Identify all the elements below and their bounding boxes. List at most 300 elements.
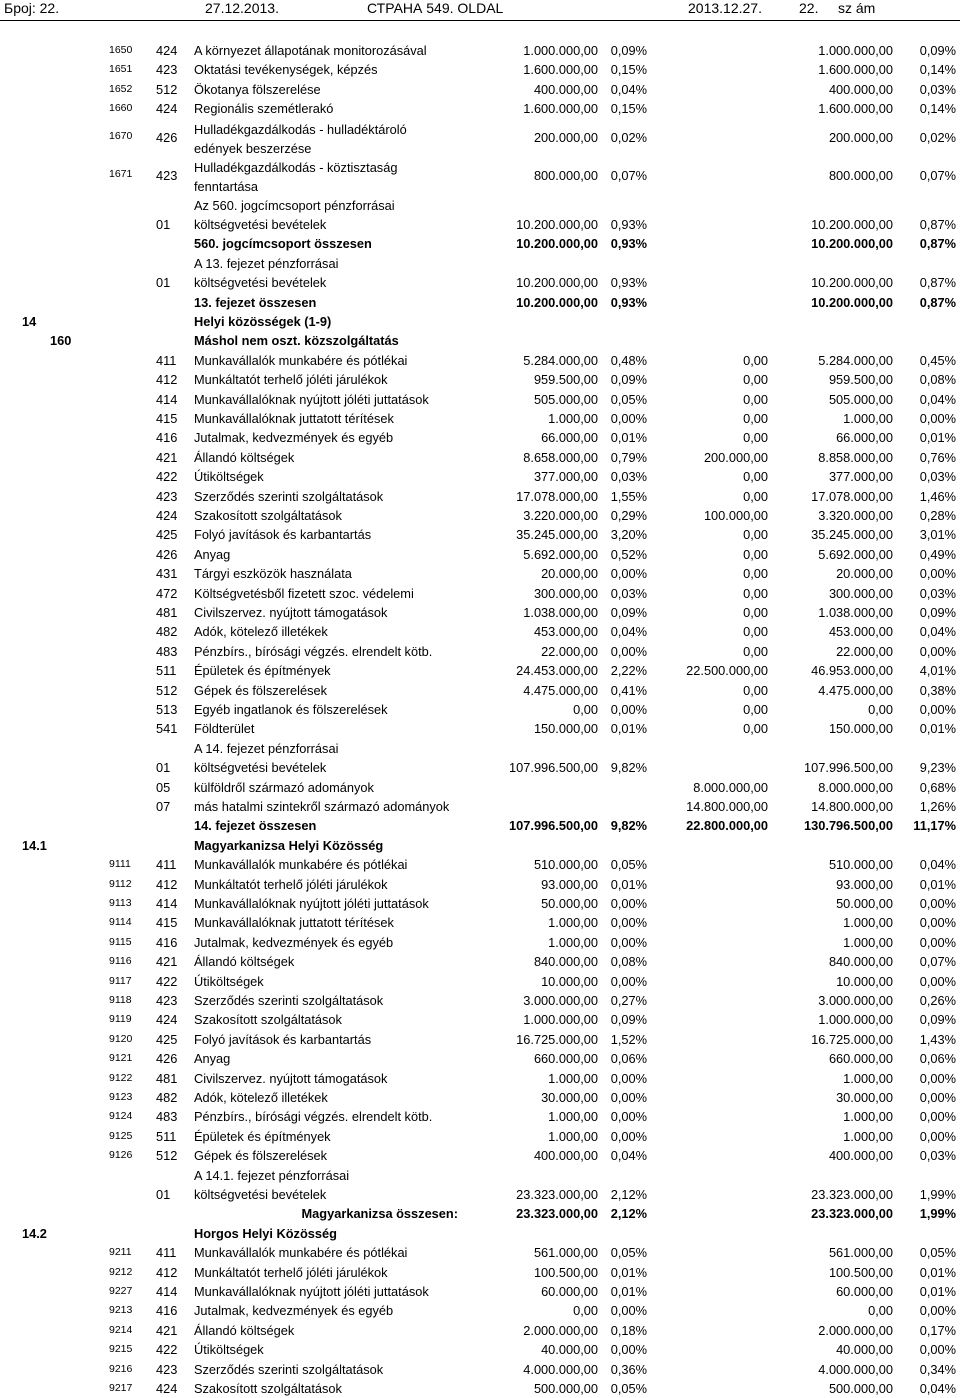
budget-amount: 1.000,00: [548, 934, 598, 950]
table-row: [0, 875, 960, 894]
total-percent: 0,05%: [919, 1245, 956, 1261]
item-description: Szerződés szerinti szolgáltatások: [194, 993, 384, 1008]
table-row: [0, 1282, 960, 1301]
total-percent: 0,00%: [919, 702, 956, 717]
account-code: 472: [156, 585, 178, 601]
table-row: [0, 584, 960, 603]
budget-percent: 0,00%: [610, 973, 647, 989]
table-row: [0, 254, 960, 273]
table-row: [0, 215, 960, 234]
item-description: külföldről származó adományok: [194, 779, 374, 795]
function-code: 160: [50, 333, 72, 349]
total-percent: 0,07%: [919, 168, 956, 184]
table-row: [0, 855, 960, 874]
budget-percent: 0,27%: [610, 993, 647, 1008]
budget-percent: 0,09%: [610, 605, 647, 620]
account-code: 424: [156, 101, 178, 117]
total-amount: 561.000,00: [828, 1245, 893, 1261]
account-code: 481: [156, 1070, 178, 1086]
budget-percent: 0,04%: [610, 624, 647, 640]
item-description: Épületek és építmények: [194, 663, 331, 679]
issue-date-hu: 2013.12.27.: [688, 0, 762, 16]
total-amount: 150.000,00: [828, 721, 893, 737]
budget-percent: 0,06%: [610, 1051, 647, 1067]
other-sources-amount: 0,00: [743, 702, 768, 717]
budget-percent: 0,18%: [610, 1322, 647, 1338]
total-percent: 0,09%: [919, 605, 956, 620]
table-row: [0, 700, 960, 719]
table-row: [0, 1301, 960, 1320]
budget-percent: 0,36%: [610, 1361, 647, 1377]
total-percent: 0,04%: [919, 857, 956, 873]
table-row: [0, 933, 960, 952]
table-row: [0, 739, 960, 758]
account-code: 422: [156, 469, 178, 485]
total-amount: 1.600.000,00: [818, 101, 893, 117]
total-amount: 2.000.000,00: [818, 1322, 893, 1338]
item-description: Munkáltatót terhelő jóléti járulékok: [194, 372, 388, 388]
item-description: Anyag: [194, 546, 231, 562]
budget-amount: 500.000,00: [533, 1381, 598, 1396]
item-description: Munkavállalók munkabére és pótlékai: [194, 857, 408, 873]
item-description: Pénzbírs., bírósági végzés. elrendelt kötb.: [194, 1109, 433, 1125]
position-number: 9124: [109, 1110, 133, 1123]
item-description: A 14.1. fejezet pénzforrásai: [194, 1167, 350, 1183]
budget-percent: 0,01%: [610, 1264, 647, 1280]
other-sources-amount: 0,00: [743, 624, 768, 640]
position-number: 9216: [109, 1362, 133, 1375]
account-code: 512: [156, 682, 178, 698]
total-percent: 0,07%: [919, 954, 956, 970]
total-percent: 0,00%: [919, 1303, 956, 1319]
item-description: Civilszervez. nyújtott támogatások: [194, 605, 388, 620]
account-code: 541: [156, 721, 178, 737]
item-description: Szakosított szolgáltatások: [194, 1381, 342, 1396]
position-number: 1652: [109, 82, 133, 95]
table-row: [0, 1185, 960, 1204]
total-amount: 50.000,00: [836, 896, 893, 911]
other-sources-amount: 0,00: [743, 643, 768, 659]
item-description: Útiköltségek: [194, 469, 264, 485]
table-row: [0, 60, 960, 79]
total-amount: 500.000,00: [828, 1381, 893, 1396]
budget-percent: 0,03%: [610, 469, 647, 485]
budget-amount: 400.000,00: [533, 1148, 598, 1164]
total-percent: 0,49%: [919, 546, 956, 562]
budget-percent: 0,15%: [610, 101, 647, 117]
item-description: Gépek és fölszerelések: [194, 1148, 328, 1164]
total-percent: 0,00%: [919, 643, 956, 659]
position-number: 9213: [109, 1304, 133, 1317]
item-description: Szerződés szerinti szolgáltatások: [194, 488, 384, 504]
account-code: 411: [156, 857, 177, 873]
budget-percent: 0,00%: [610, 1303, 647, 1319]
total-percent: 9,23%: [919, 760, 956, 776]
account-code: 414: [156, 391, 178, 407]
total-percent: 0,03%: [919, 1148, 956, 1164]
account-code: 01: [156, 1187, 171, 1202]
account-code: 482: [156, 624, 178, 640]
budget-percent: 0,41%: [610, 682, 647, 698]
total-percent: 0,06%: [919, 1051, 956, 1067]
total-percent: 0,00%: [919, 1090, 956, 1105]
total-percent: 0,34%: [919, 1361, 956, 1377]
table-row: [0, 913, 960, 932]
table-row: [0, 273, 960, 292]
total-amount: 93.000,00: [836, 876, 893, 892]
account-code: 424: [156, 508, 178, 523]
total-amount: 1.000,00: [843, 1070, 893, 1086]
account-code: 422: [156, 973, 178, 989]
position-number: 9121: [109, 1052, 133, 1065]
table-row: [0, 467, 960, 486]
budget-percent: 1,52%: [610, 1031, 647, 1047]
item-description: Helyi közösségek (1-9): [194, 314, 332, 329]
item-description: Civilszervez. nyújtott támogatások: [194, 1070, 388, 1086]
total-amount: 10.200.000,00: [811, 217, 893, 232]
account-code: 423: [156, 1361, 178, 1377]
account-code: 416: [156, 1303, 178, 1319]
page-number: СТРАНА 549. OLDAL: [367, 0, 504, 16]
position-number: 9125: [109, 1129, 133, 1142]
item-description: Munkavállalóknak nyújtott jóléti juttatások: [194, 1284, 429, 1299]
position-number: 1671: [109, 168, 133, 181]
budget-amount: 959.500,00: [533, 372, 598, 388]
account-code: 414: [156, 896, 178, 911]
total-amount: 3.000.000,00: [818, 993, 893, 1008]
position-number: 9113: [109, 897, 132, 909]
total-amount: 20.000,00: [836, 566, 893, 582]
table-row: [0, 1166, 960, 1185]
total-amount: 40.000,00: [836, 1342, 893, 1358]
budget-amount: 453.000,00: [533, 624, 598, 640]
total-percent: 0,87%: [919, 294, 956, 310]
budget-percent: 0,09%: [610, 43, 647, 58]
total-amount: 8.858.000,00: [818, 449, 893, 465]
position-number: 9118: [109, 994, 132, 1006]
total-percent: 0,03%: [919, 469, 956, 485]
budget-amount: 3.220.000,00: [523, 508, 598, 523]
table-row: [0, 119, 960, 157]
item-description: 14. fejezet összesen: [194, 818, 317, 834]
budget-percent: 0,00%: [610, 934, 647, 950]
total-amount: 66.000,00: [836, 430, 893, 446]
account-code: 423: [156, 993, 178, 1008]
table-row: [0, 797, 960, 816]
budget-percent: 0,79%: [610, 449, 647, 465]
budget-amount: 10.000,00: [541, 973, 598, 989]
table-row: [0, 991, 960, 1010]
budget-amount: 50.000,00: [541, 896, 598, 911]
other-sources-amount: 22.800.000,00: [686, 818, 768, 834]
item-description: Jutalmak, kedvezmények és egyéb: [194, 430, 394, 446]
total-percent: 0,14%: [919, 101, 956, 117]
item-description: Oktatási tevékenységek, képzés: [194, 62, 378, 78]
budget-amount: 4.000.000,00: [523, 1361, 598, 1377]
other-sources-amount: 0,00: [743, 546, 768, 562]
section-code: 14.2: [22, 1225, 47, 1241]
item-description: 560. jogcímcsoport összesen: [194, 236, 372, 252]
account-code: 01: [156, 217, 171, 232]
budget-percent: 0,05%: [610, 857, 647, 873]
budget-amount: 377.000,00: [533, 469, 598, 485]
budget-amount: 23.323.000,00: [516, 1187, 598, 1202]
total-percent: 0,45%: [919, 352, 956, 368]
budget-amount: 23.323.000,00: [516, 1206, 598, 1222]
account-code: 421: [156, 954, 178, 970]
budget-amount: 561.000,00: [533, 1245, 598, 1261]
total-percent: 0,01%: [919, 721, 956, 737]
item-description: Állandó költségek: [194, 1322, 295, 1338]
budget-percent: 0,00%: [610, 411, 647, 426]
item-description: Horgos Helyi Közösség: [194, 1225, 337, 1241]
other-sources-amount: 0,00: [743, 527, 768, 543]
total-amount: 107.996.500,00: [804, 760, 893, 776]
item-description: más hatalmi szintekről származó adományok: [194, 799, 450, 814]
position-number: 9122: [109, 1071, 133, 1084]
total-amount: 23.323.000,00: [811, 1206, 893, 1222]
table-row: [0, 234, 960, 253]
total-percent: 0,26%: [919, 993, 956, 1008]
total-percent: 0,28%: [919, 508, 956, 523]
total-percent: 1,99%: [919, 1206, 956, 1222]
total-label: Magyarkanizsa összesen:: [301, 1206, 458, 1222]
table-row: [0, 293, 960, 312]
budget-amount: 1.000,00: [548, 411, 598, 426]
account-code: 431: [156, 566, 178, 582]
item-description: Épületek és építmények: [194, 1128, 331, 1144]
total-percent: 0,87%: [919, 275, 956, 291]
budget-percent: 0,15%: [610, 62, 647, 78]
total-amount: 400.000,00: [828, 81, 893, 97]
budget-percent: 0,93%: [610, 294, 647, 310]
total-percent: 3,01%: [919, 527, 956, 543]
total-amount: 35.245.000,00: [811, 527, 893, 543]
item-description: Anyag: [194, 1051, 231, 1067]
account-code: 424: [156, 1012, 178, 1028]
budget-percent: 0,05%: [610, 1381, 647, 1396]
budget-percent: 0,48%: [610, 352, 647, 368]
budget-percent: 0,01%: [610, 721, 647, 737]
budget-amount: 10.200.000,00: [516, 275, 598, 291]
total-percent: 0,04%: [919, 624, 956, 640]
table-row: [0, 487, 960, 506]
total-amount: 46.953.000,00: [811, 663, 893, 679]
budget-amount: 0,00: [573, 702, 598, 717]
item-description: Munkavállalók munkabére és pótlékai: [194, 352, 408, 368]
total-amount: 800.000,00: [828, 168, 893, 184]
position-number: 9227: [109, 1285, 133, 1297]
budget-amount: 93.000,00: [541, 876, 598, 892]
total-percent: 0,08%: [919, 372, 956, 388]
total-percent: 0,00%: [919, 1342, 956, 1358]
item-description: Munkáltatót terhelő jóléti járulékok: [194, 1264, 388, 1280]
account-code: 415: [156, 411, 178, 426]
table-row: [0, 525, 960, 544]
account-code: 423: [156, 488, 178, 504]
budget-percent: 0,02%: [610, 129, 647, 145]
item-description: Ökotanya fölszerelése: [194, 81, 321, 97]
total-percent: 11,17%: [913, 818, 956, 834]
position-number: 9111: [109, 858, 131, 871]
budget-amount: 0,00: [573, 1303, 598, 1319]
item-description: A 13. fejezet pénzforrásai: [194, 255, 339, 271]
total-amount: 0,00: [868, 702, 893, 717]
budget-amount: 800.000,00: [533, 168, 598, 184]
budget-amount: 60.000,00: [541, 1284, 598, 1299]
item-description: Szakosított szolgáltatások: [194, 508, 342, 523]
total-amount: 1.600.000,00: [818, 62, 893, 78]
account-code: 05: [156, 779, 171, 795]
table-row: [0, 758, 960, 777]
total-percent: 0,00%: [919, 934, 956, 950]
item-description: Az 560. jogcímcsoport pénzforrásai: [194, 197, 395, 213]
total-amount: 1.000,00: [843, 1128, 893, 1144]
total-amount: 660.000,00: [828, 1051, 893, 1067]
budget-amount: 300.000,00: [533, 585, 598, 601]
item-description: költségvetési bevételek: [194, 275, 327, 291]
total-amount: 14.800.000,00: [811, 799, 893, 814]
total-amount: 1.000,00: [843, 915, 893, 931]
position-number: 1651: [109, 63, 133, 76]
budget-percent: 0,00%: [610, 1342, 647, 1358]
table-row: [0, 564, 960, 583]
total-amount: 23.323.000,00: [811, 1187, 893, 1202]
item-description: Szakosított szolgáltatások: [194, 1012, 342, 1028]
table-row: [0, 506, 960, 525]
other-sources-amount: 0,00: [743, 566, 768, 582]
budget-amount: 2.000.000,00: [523, 1322, 598, 1338]
account-code: 422: [156, 1342, 178, 1358]
item-description: Állandó költségek: [194, 954, 295, 970]
budget-amount: 840.000,00: [533, 954, 598, 970]
item-description: Hulladékgazdálkodás - hulladéktároló edények beszerzése: [194, 121, 407, 156]
table-row: [0, 622, 960, 641]
budget-amount: 5.284.000,00: [523, 352, 598, 368]
table-row: [0, 1243, 960, 1262]
budget-amount: 100.500,00: [533, 1264, 598, 1280]
account-code: 412: [156, 876, 178, 892]
budget-amount: 66.000,00: [541, 430, 598, 446]
table-row: [0, 331, 960, 350]
budget-amount: 35.245.000,00: [516, 527, 598, 543]
table-row: [0, 428, 960, 447]
table-row: [0, 1049, 960, 1068]
header-rule: [0, 20, 960, 21]
budget-amount: 1.000.000,00: [523, 1012, 598, 1028]
account-code: 421: [156, 449, 178, 465]
budget-percent: 0,00%: [610, 1070, 647, 1086]
budget-percent: 0,01%: [610, 876, 647, 892]
item-description: Szerződés szerinti szolgáltatások: [194, 1361, 384, 1377]
total-amount: 1.000,00: [843, 934, 893, 950]
total-percent: 1,43%: [919, 1031, 956, 1047]
total-amount: 510.000,00: [828, 857, 893, 873]
other-sources-amount: 0,00: [743, 469, 768, 485]
total-percent: 0,38%: [919, 682, 956, 698]
total-amount: 16.725.000,00: [811, 1031, 893, 1047]
page-header: [0, 0, 960, 20]
total-amount: 377.000,00: [828, 469, 893, 485]
total-percent: 0,00%: [919, 1128, 956, 1144]
other-sources-amount: 0,00: [743, 411, 768, 426]
account-code: 424: [156, 1381, 178, 1396]
account-code: 423: [156, 62, 178, 78]
total-percent: 1,46%: [919, 488, 956, 504]
budget-amount: 1.000,00: [548, 1109, 598, 1125]
account-code: 511: [156, 663, 177, 679]
item-description: költségvetési bevételek: [194, 1187, 327, 1202]
item-description: Egyéb ingatlanok és fölszerelések: [194, 702, 388, 717]
total-amount: 60.000,00: [836, 1284, 893, 1299]
total-amount: 400.000,00: [828, 1148, 893, 1164]
position-number: 1660: [109, 102, 133, 115]
budget-amount: 1.038.000,00: [523, 605, 598, 620]
table-row: [0, 1127, 960, 1146]
section-code: 14.1: [22, 837, 47, 853]
total-amount: 130.796.500,00: [804, 818, 893, 834]
table-row: [0, 1321, 960, 1340]
account-code: 425: [156, 1031, 178, 1047]
total-percent: 0,01%: [919, 1284, 956, 1299]
total-percent: 0,76%: [919, 449, 956, 465]
account-code: 511: [156, 1128, 177, 1144]
table-row: [0, 157, 960, 195]
item-description: Földterület: [194, 721, 255, 737]
total-amount: 17.078.000,00: [811, 488, 893, 504]
total-percent: 0,01%: [919, 430, 956, 446]
total-amount: 1.000.000,00: [818, 43, 893, 58]
table-row: [0, 448, 960, 467]
position-number: 9214: [109, 1323, 133, 1336]
account-code: 411: [156, 1245, 177, 1261]
account-code: 416: [156, 934, 178, 950]
total-percent: 0,04%: [919, 391, 956, 407]
total-amount: 4.000.000,00: [818, 1361, 893, 1377]
budget-percent: 0,04%: [610, 81, 647, 97]
budget-percent: 0,93%: [610, 236, 647, 252]
account-code: 412: [156, 372, 178, 388]
table-row: [0, 390, 960, 409]
budget-percent: 3,20%: [610, 527, 647, 543]
budget-percent: 0,93%: [610, 217, 647, 232]
item-description: Költségvetésből fizetett szoc. védelemi: [194, 585, 414, 601]
position-number: 9215: [109, 1343, 133, 1356]
position-number: 9211: [109, 1246, 132, 1259]
total-amount: 10.200.000,00: [811, 275, 893, 291]
budget-amount: 1.600.000,00: [523, 62, 598, 78]
total-amount: 959.500,00: [828, 372, 893, 388]
item-description: Pénzbírs., bírósági végzés. elrendelt kötb.: [194, 643, 433, 659]
other-sources-amount: 0,00: [743, 430, 768, 446]
budget-amount: 8.658.000,00: [523, 449, 598, 465]
item-description: Folyó javítások és karbantartás: [194, 1031, 372, 1047]
budget-amount: 10.200.000,00: [516, 236, 598, 252]
issue-label: Број: 22.: [4, 0, 60, 16]
total-percent: 0,03%: [919, 81, 956, 97]
total-percent: 0,00%: [919, 973, 956, 989]
total-percent: 0,14%: [919, 62, 956, 78]
budget-percent: 0,29%: [610, 508, 647, 523]
position-number: 9126: [109, 1149, 133, 1162]
budget-percent: 0,09%: [610, 1012, 647, 1028]
budget-percent: 9,82%: [610, 760, 647, 776]
item-description: költségvetési bevételek: [194, 217, 327, 232]
budget-amount: 505.000,00: [533, 391, 598, 407]
table-row: [0, 603, 960, 622]
table-row: [0, 409, 960, 428]
other-sources-amount: 200.000,00: [703, 449, 768, 465]
